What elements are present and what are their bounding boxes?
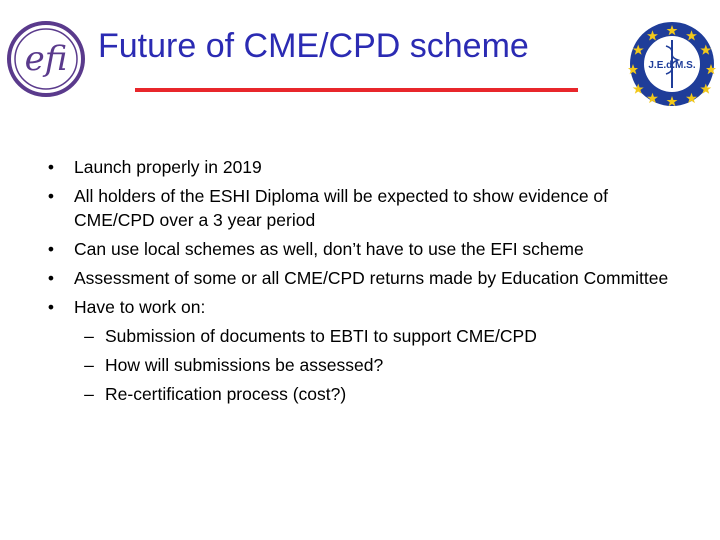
dash-icon: – bbox=[84, 326, 94, 346]
dash-icon: – bbox=[84, 384, 94, 404]
bullet-icon: • bbox=[47, 268, 55, 288]
bullet-icon: • bbox=[47, 186, 55, 206]
sub-list-item bbox=[44, 353, 684, 377]
title-underline bbox=[135, 88, 578, 92]
list-item bbox=[44, 237, 684, 261]
dash-icon: – bbox=[84, 355, 94, 375]
list-item bbox=[44, 184, 684, 232]
jedms-logo bbox=[628, 20, 716, 108]
bullet-icon: • bbox=[47, 157, 55, 177]
sub-list-item bbox=[44, 382, 684, 406]
bullet-icon: • bbox=[47, 239, 55, 259]
list-item bbox=[44, 295, 684, 319]
bullet-text: Assessment of some or all CME/CPD returns made by Education Committee bbox=[74, 268, 669, 288]
bullet-text: Have to work on: bbox=[74, 297, 206, 317]
efi-logo-text: efi bbox=[24, 39, 68, 79]
efi-logo bbox=[6, 20, 86, 98]
bullet-text: All holders of the ESHI Diploma will be expected to show evidence of CME/CPD over a 3 year period bbox=[74, 186, 609, 230]
sub-bullet-text: Submission of documents to EBTI to support CME/CPD bbox=[105, 326, 537, 346]
sub-bullet-text: How will submissions be assessed? bbox=[105, 355, 384, 375]
bullet-text: Can use local schemes as well, don’t have to use the EFI scheme bbox=[74, 239, 584, 259]
bullet-list bbox=[44, 155, 684, 411]
bullet-icon: • bbox=[47, 297, 55, 317]
list-item bbox=[44, 266, 684, 290]
sub-list-item bbox=[44, 324, 684, 348]
bullet-text: Launch properly in 2019 bbox=[74, 157, 262, 177]
jedms-logo-text: J.E.d.M.S. bbox=[648, 60, 696, 71]
sub-bullet-text: Re-certification process (cost?) bbox=[105, 384, 347, 404]
list-item bbox=[44, 155, 684, 179]
slide-title: Future of CME/CPD scheme bbox=[98, 27, 529, 65]
